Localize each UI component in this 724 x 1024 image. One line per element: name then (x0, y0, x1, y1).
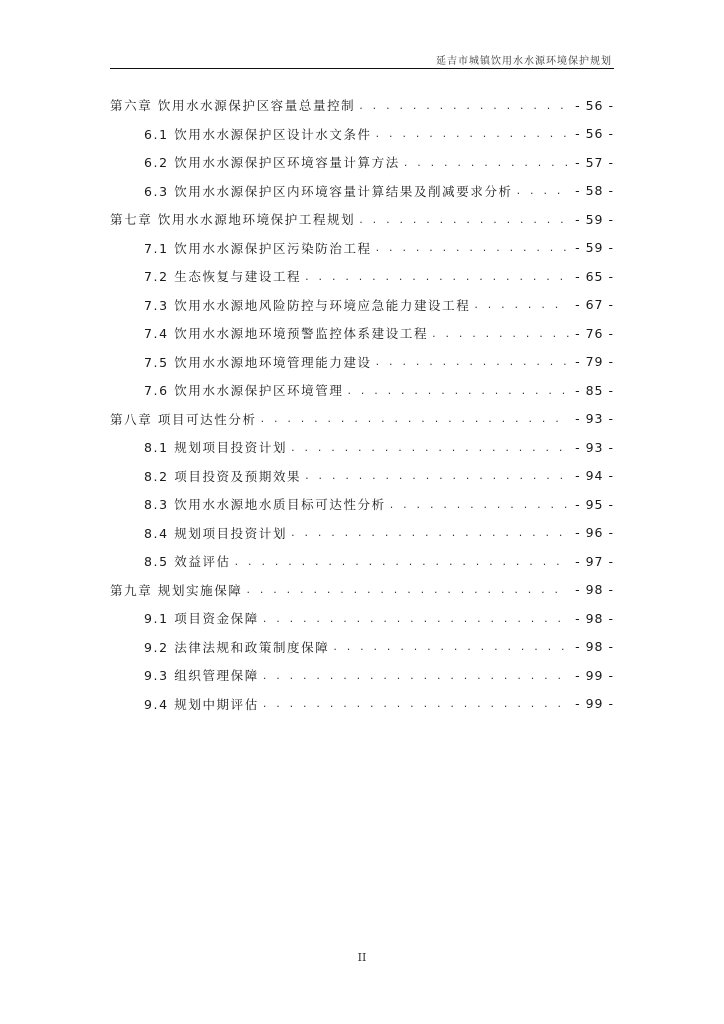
toc-section-entry[interactable] (110, 148, 614, 177)
toc-section-entry[interactable] (110, 519, 614, 548)
toc-dot-leader (263, 669, 569, 682)
toc-entry-title: 7.4 饮用水水源地环境预警监控体系建设工程 (144, 326, 429, 342)
toc-dot-leader (376, 241, 569, 254)
toc-section-entry[interactable] (110, 433, 614, 462)
toc-entry-page: - 56 - (575, 97, 614, 113)
toc-section-entry[interactable] (110, 120, 614, 149)
toc-section-entry[interactable] (110, 262, 614, 291)
page-number: II (357, 951, 367, 964)
toc-section-entry[interactable] (110, 462, 614, 491)
toc-entry-title: 6.3 饮用水水源保护区内环境容量计算结果及削减要求分析 (144, 183, 513, 199)
toc-section-entry[interactable] (110, 234, 614, 263)
toc-entry-title: 8.4 规划项目投资计划 (144, 525, 288, 541)
toc-dot-leader (261, 412, 570, 425)
toc-entry-title: 9.4 规划中期评估 (144, 696, 259, 712)
toc-entry-page: - 79 - (575, 354, 614, 370)
toc-section-entry[interactable] (110, 348, 614, 377)
toc-entry-page: - 56 - (575, 126, 614, 142)
toc-chapter-entry[interactable] (110, 405, 614, 434)
toc-entry-title: 6.1 饮用水水源保护区设计水文条件 (144, 126, 372, 142)
toc-section-entry[interactable] (110, 177, 614, 206)
toc-entry-page: - 99 - (575, 696, 614, 712)
toc-entry-page: - 93 - (575, 411, 614, 427)
toc-entry-page: - 93 - (575, 439, 614, 455)
toc-entry-page: - 95 - (575, 496, 614, 512)
toc-dot-leader (390, 498, 569, 511)
toc-entry-page: - 98 - (575, 582, 614, 598)
toc-section-entry[interactable] (110, 604, 614, 633)
toc-entry-title: 7.5 饮用水水源地环境管理能力建设 (144, 354, 372, 370)
toc-entry-title: 第八章 项目可达性分析 (110, 411, 257, 427)
toc-dot-leader (263, 697, 569, 710)
toc-entry-title: 6.2 饮用水水源保护区环境容量计算方法 (144, 155, 400, 171)
toc-dot-leader (376, 355, 569, 368)
toc-section-entry[interactable] (110, 490, 614, 519)
toc-dot-leader (291, 441, 569, 454)
toc-entry-title: 第七章 饮用水水源地环境保护工程规划 (110, 212, 356, 228)
toc-entry-page: - 99 - (575, 667, 614, 683)
toc-entry-title: 8.5 效益评估 (144, 554, 231, 570)
toc-entry-title: 第六章 饮用水水源保护区容量总量控制 (110, 98, 356, 114)
toc-chapter-entry[interactable] (110, 91, 614, 120)
toc-entry-page: - 97 - (575, 553, 614, 569)
toc-chapter-entry[interactable] (110, 205, 614, 234)
toc-entry-page: - 65 - (575, 268, 614, 284)
toc-entry-page: - 67 - (575, 297, 614, 313)
toc-dot-leader (246, 583, 569, 596)
toc-dot-leader (305, 270, 569, 283)
toc-dot-leader (291, 526, 569, 539)
toc-entry-page: - 59 - (575, 211, 614, 227)
toc-entry-title: 7.6 饮用水水源保护区环境管理 (144, 383, 344, 399)
toc-entry-page: - 58 - (575, 183, 614, 199)
toc-entry-page: - 94 - (575, 468, 614, 484)
toc-entry-title: 7.3 饮用水水源地风险防控与环境应急能力建设工程 (144, 297, 471, 313)
toc-entry-title: 9.2 法律法规和政策制度保障 (144, 639, 330, 655)
toc-dot-leader (404, 156, 569, 169)
toc-entry-page: - 98 - (575, 639, 614, 655)
toc-dot-leader (432, 327, 569, 340)
toc-entry-title: 8.3 饮用水水源地水质目标可达性分析 (144, 497, 386, 513)
toc-entry-title: 7.2 生态恢复与建设工程 (144, 269, 302, 285)
toc-section-entry[interactable] (110, 633, 614, 662)
toc-section-entry[interactable] (110, 661, 614, 690)
toc-dot-leader (376, 127, 569, 140)
toc-dot-leader (235, 555, 569, 568)
toc-entry-title: 8.2 项目投资及预期效果 (144, 468, 302, 484)
table-of-contents (110, 91, 614, 718)
toc-entry-page: - 98 - (575, 610, 614, 626)
toc-entry-title: 7.1 饮用水水源保护区污染防治工程 (144, 240, 372, 256)
toc-entry-title: 9.3 组织管理保障 (144, 668, 259, 684)
toc-chapter-entry[interactable] (110, 576, 614, 605)
toc-entry-page: - 85 - (575, 382, 614, 398)
running-header-title: 延吉市城镇饮用水水源环境保护规划 (436, 56, 612, 67)
toc-dot-leader (359, 213, 569, 226)
toc-entry-title: 8.1 规划项目投资计划 (144, 440, 288, 456)
toc-dot-leader (517, 184, 569, 197)
toc-section-entry[interactable] (110, 376, 614, 405)
toc-section-entry[interactable] (110, 319, 614, 348)
toc-entry-page: - 76 - (575, 325, 614, 341)
toc-section-entry[interactable] (110, 291, 614, 320)
toc-section-entry[interactable] (110, 690, 614, 719)
toc-dot-leader (333, 640, 569, 653)
toc-dot-leader (305, 469, 569, 482)
toc-entry-page: - 59 - (575, 240, 614, 256)
toc-dot-leader (347, 384, 569, 397)
toc-entry-title: 第九章 规划实施保障 (110, 582, 243, 598)
toc-dot-leader (359, 99, 569, 112)
toc-dot-leader (474, 298, 569, 311)
toc-section-entry[interactable] (110, 547, 614, 576)
toc-dot-leader (263, 612, 569, 625)
toc-entry-page: - 96 - (575, 525, 614, 541)
header-divider (110, 68, 614, 69)
toc-entry-title: 9.1 项目资金保障 (144, 611, 259, 627)
toc-entry-page: - 57 - (575, 154, 614, 170)
